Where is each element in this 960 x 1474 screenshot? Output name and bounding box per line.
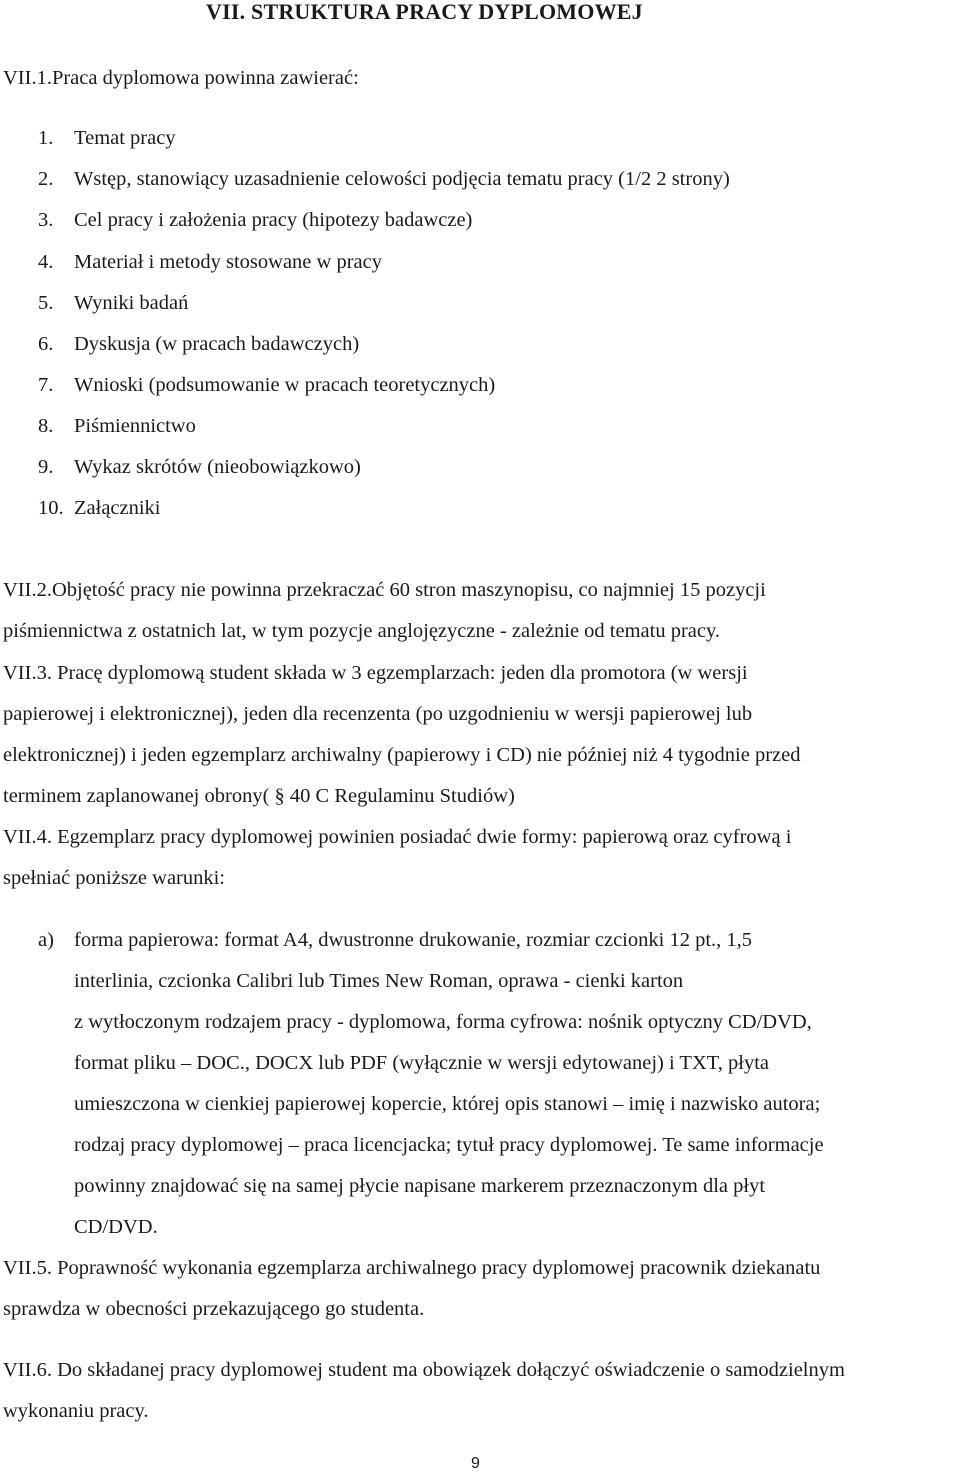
paragraph-line: VII.5. Poprawność wykonania egzemplarza archiwalnego pracy dyplomowej pracownik dziekanatu [3, 1257, 821, 1279]
paragraph-line: forma papierowa: format A4, dwustronne drukowanie, rozmiar czcionki 12 pt., 1,5 [74, 929, 753, 951]
list-item: Cel pracy i założenia pracy (hipotezy badawcze) [74, 209, 473, 231]
list-item: Temat pracy [74, 127, 176, 149]
list-item-number: 10. [38, 497, 64, 519]
paragraph-line: interlinia, czcionka Calibri lub Times New Roman, oprawa - cienki karton [74, 970, 684, 992]
list-item-number: 5. [38, 292, 54, 314]
list-item-number: 1. [38, 127, 54, 149]
paragraph-line: VII.6. Do składanej pracy dyplomowej student ma obowiązek dołączyć oświadczenie o samodzielnym [3, 1359, 845, 1381]
paragraph-line: VII.4. Egzemplarz pracy dyplomowej powinien posiadać dwie formy: papierową oraz cyfrową i [3, 826, 792, 848]
list-item: Materiał i metody stosowane w pracy [74, 251, 382, 273]
paragraph-line: powinny znajdować się na samej płycie napisane markerem przeznaczonym dla płyt [74, 1175, 766, 1197]
list-item-number: 4. [38, 251, 54, 273]
list-item-number: 3. [38, 209, 54, 231]
list-item: Dyskusja (w pracach badawczych) [74, 333, 360, 355]
paragraph-line: rodzaj pracy dyplomowej – praca licencjacka; tytuł pracy dyplomowej. Te same informacje [74, 1134, 824, 1156]
list-item: Piśmiennictwo [74, 415, 196, 437]
section-1-heading: VII.1.Praca dyplomowa powinna zawierać: [3, 67, 359, 89]
paragraph-line: CD/DVD. [74, 1216, 158, 1238]
paragraph-line: terminem zaplanowanej obrony( § 40 C Regulaminu Studiów) [3, 785, 515, 807]
list-item: Wyniki badań [74, 292, 189, 314]
page-title: VII. STRUKTURA PRACY DYPLOMOWEJ [206, 0, 643, 24]
paragraph-line: elektronicznej) i jeden egzemplarz archiwalny (papierowy i CD) nie później niż 4 tygodnie przed [3, 744, 801, 766]
list-item: Załączniki [74, 497, 161, 519]
list-item: Wnioski (podsumowanie w pracach teoretycznych) [74, 374, 496, 396]
paragraph-line: spełniać poniższe warunki: [3, 867, 226, 889]
paragraph-line: sprawdza w obecności przekazującego go studenta. [3, 1298, 425, 1320]
paragraph-line: wykonaniu pracy. [3, 1400, 149, 1422]
paragraph-line: z wytłoczonym rodzajem pracy - dyplomowa, forma cyfrowa: nośnik optyczny CD/DVD, [74, 1011, 812, 1033]
list-item: Wstęp, stanowiący uzasadnienie celowości podjęcia tematu pracy (1/2 2 strony) [74, 168, 730, 190]
list-item-number: 9. [38, 456, 54, 478]
list-item-label: a) [38, 929, 54, 951]
list-item-number: 6. [38, 333, 54, 355]
list-item-number: 8. [38, 415, 54, 437]
list-item-number: 2. [38, 168, 54, 190]
page-number: 9 [471, 1455, 480, 1472]
paragraph-line: VII.2.Objętość pracy nie powinna przekraczać 60 stron maszynopisu, co najmniej 15 pozycji [3, 579, 766, 601]
paragraph-line: piśmiennictwa z ostatnich lat, w tym pozycje anglojęzyczne - zależnie od tematu pracy. [3, 620, 721, 642]
paragraph-line: VII.3. Pracę dyplomową student składa w 3 egzemplarzach: jeden dla promotora (w wersji [3, 662, 748, 684]
paragraph-line: papierowej i elektronicznej), jeden dla recenzenta (po uzgodnieniu w wersji papierowej lub [3, 703, 753, 725]
paragraph-line: format pliku – DOC., DOCX lub PDF (wyłącznie w wersji edytowanej) i TXT, płyta [74, 1052, 769, 1074]
list-item: Wykaz skrótów (nieobowiązkowo) [74, 456, 361, 478]
paragraph-line: umieszczona w cienkiej papierowej kopercie, której opis stanowi – imię i nazwisko autora; [74, 1093, 821, 1115]
list-item-number: 7. [38, 374, 54, 396]
